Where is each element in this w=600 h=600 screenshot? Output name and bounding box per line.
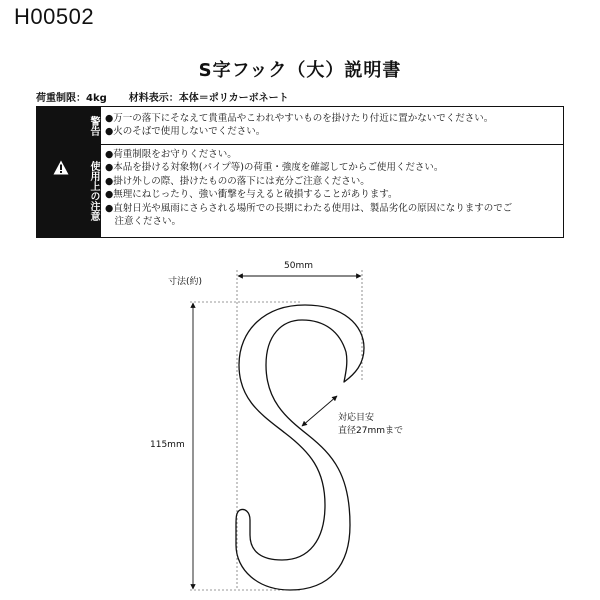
load-limit: 荷重制限：4kg (36, 93, 107, 104)
warning-note: ●火のそばで使用しないでください。 (105, 126, 266, 138)
warning-category-label: 警告 (88, 115, 99, 136)
caution-note: 注意ください。 (105, 216, 182, 228)
caution-category-label: 使用上の注意 (88, 161, 99, 221)
height-label: 115mm (150, 440, 185, 450)
page-title: S字フック（大）説明書 (198, 60, 402, 81)
extension-lines (190, 270, 362, 590)
caution-note: ●掛け外しの際、掛けたものの落下には充分ご注意ください。 (105, 175, 370, 187)
material: 材料表示：本体＝ポリカーボネート (128, 93, 289, 104)
fit-label-1: 対応目安 (338, 413, 375, 423)
warning-note: ●万一の落下にそなえて貴重品やこわれやすいものを掛けたり付近に置かないでください。 (105, 113, 494, 124)
caution-note: ●直射日光や風雨にさらされる場所での長期にわたる使用は、製品劣化の原因になりますのでご (105, 202, 513, 214)
dimensions-label: 寸法(約) (168, 277, 203, 287)
fit-label-2: 直径27mmまで (338, 426, 403, 436)
s-hook-outline (236, 305, 364, 590)
caution-note: ●本品を掛ける対象物(パイプ等)の荷重・強度を確認してからご使用ください。 (105, 162, 444, 174)
width-label: 50mm (284, 261, 313, 271)
product-code: H00502 (14, 4, 95, 29)
opening-dimension-line (302, 396, 337, 426)
caution-note: ●荷重制限をお守りください。 (105, 149, 237, 160)
caution-note: ●無理にねじったり、強い衝撃を与えると破損することがあります。 (105, 189, 398, 201)
